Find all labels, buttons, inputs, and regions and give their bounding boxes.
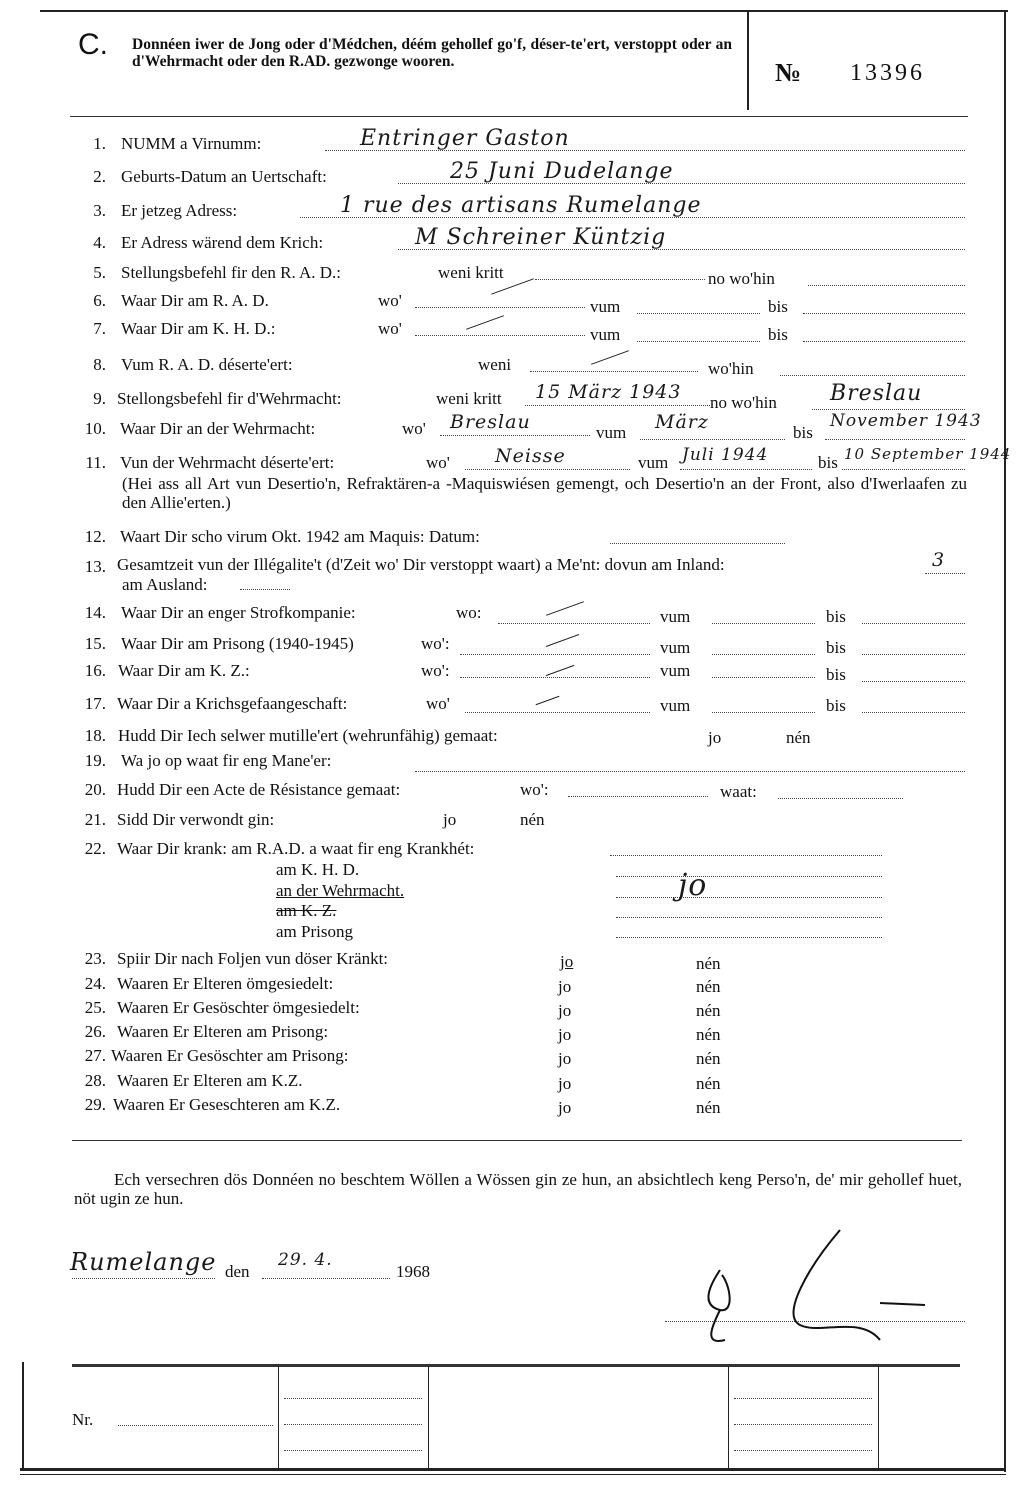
kz-from-input[interactable]: [712, 661, 815, 678]
field-label: Waar Dir krank: am R.A.D. a waat fir eng Krankhét:: [117, 839, 475, 858]
field-label: wo:: [456, 603, 482, 622]
field-label: bis: [826, 696, 846, 715]
field-label: weni kritt: [436, 389, 502, 408]
field-label: wo'hin: [708, 359, 754, 378]
prisong-to-input[interactable]: [862, 638, 965, 655]
prisong-where-input[interactable]: [460, 638, 650, 655]
table-divider: [428, 1366, 429, 1468]
khd-where-input[interactable]: [415, 319, 585, 336]
desert-where-value: Neisse: [495, 445, 566, 467]
field-label: vum: [638, 453, 669, 472]
field-number: 23.: [84, 949, 106, 968]
jo-option[interactable]: jo: [560, 952, 574, 971]
rad-where-input[interactable]: [415, 291, 585, 308]
field-label: Spiir Dir nach Foljen vun döser Kränkt:: [117, 949, 389, 968]
field-label: Er Adress wärend dem Krich:: [121, 233, 324, 252]
rad-from-input[interactable]: [637, 297, 760, 314]
inland-months-value: 3: [932, 549, 946, 571]
field-number: 17.: [84, 694, 106, 713]
rad-desert-date-input[interactable]: [530, 355, 698, 372]
frame-bottom-border: [20, 1468, 1006, 1471]
field-11-row: [0, 445, 1024, 475]
jo-option[interactable]: jo: [558, 1074, 572, 1093]
nen-option[interactable]: nén: [696, 1025, 721, 1044]
jo-option[interactable]: jo: [708, 728, 722, 747]
field-label: Waar Dir an enger Strofkompanie:: [121, 603, 356, 622]
field-label: weni kritt: [438, 263, 504, 282]
field-label: bis: [768, 325, 788, 344]
field-14-row: [0, 603, 1024, 625]
nr-input[interactable]: [118, 1425, 273, 1426]
declaration-text: Ech versechren dös Donnéen no beschtem Wöllen a Wössen gin ze hun, an absichtlech keng Perso'n, de' mir gehollef huet, nöt ugin ze hun.: [74, 1170, 962, 1208]
intro-text: Donnéen iwer de Jong oder d'Médchen, déém gehollef go'f, déser-te'ert, verstoppt oder an d'Wehrmacht oder den R.AD. gezwonge wooren.: [132, 36, 732, 70]
number-sign: №: [775, 58, 802, 87]
sub-label: an der Wehrmacht.: [276, 880, 405, 900]
field-label: wo': [426, 694, 450, 713]
pow-where-input[interactable]: [465, 696, 650, 713]
illness-prisong-input[interactable]: [616, 921, 882, 938]
wehrmacht-order-date-value: 15 März 1943: [535, 381, 682, 403]
date-value: 29. 4.: [278, 1250, 333, 1270]
field-17-row: [0, 694, 1024, 716]
field-number: 28.: [84, 1071, 106, 1090]
table-line: [284, 1450, 422, 1451]
field-label: bis: [826, 638, 846, 657]
field-28-row: [0, 1071, 1024, 1093]
field-25-row: [0, 998, 1024, 1020]
desert-from-value: Juli 1944: [682, 445, 769, 465]
field-label: Waaren Er Gesöschter ömgesiedelt:: [117, 998, 360, 1017]
desertion-note: (Hei ass all Art vun Desertio'n, Refraktären-a -Maquiswiésen gemengt, och Desertio'n an der Front, also d'Iwerlaafen zu den Allie'erten.): [122, 474, 967, 512]
wehrmacht-where-value: Breslau: [450, 411, 531, 433]
field-label: Vun der Wehrmacht déserte'ert:: [120, 453, 335, 472]
strofkompanie-where-input[interactable]: [498, 607, 650, 624]
field-number: 9.: [93, 389, 106, 408]
resistance-what-input[interactable]: [778, 782, 903, 799]
illness-rad-input[interactable]: [610, 839, 882, 856]
pow-from-input[interactable]: [712, 696, 815, 713]
field-label: vum: [590, 325, 621, 344]
frame-bottom-border-thin: [20, 1474, 1006, 1475]
field-27-row: [0, 1046, 1024, 1068]
field-label: Waar Dir an der Wehrmacht:: [120, 419, 316, 438]
place-value: Rumelange: [70, 1248, 217, 1276]
field-6-row: [0, 291, 1024, 316]
field-number: 29.: [84, 1095, 106, 1114]
field-number: 16.: [84, 661, 106, 680]
section-rule: [72, 1140, 962, 1141]
field-label: Waart Dir scho virum Okt. 1942 am Maquis: Datum:: [120, 527, 480, 546]
table-line: [284, 1424, 422, 1425]
field-number: 3.: [93, 201, 106, 220]
field-label: wo':: [520, 780, 549, 799]
field-12-row: [0, 527, 1024, 549]
field-label: vum: [590, 297, 621, 316]
ausland-months-input[interactable]: [240, 573, 290, 590]
field-number: 13.: [84, 557, 106, 576]
field-label: Er jetzeg Adress:: [121, 201, 238, 220]
field-29-row: [0, 1095, 1024, 1117]
field-number: 4.: [93, 233, 106, 252]
field-label: Sidd Dir verwondt gin:: [117, 810, 275, 829]
manner-input[interactable]: [415, 755, 965, 772]
field-label: vum: [660, 661, 691, 680]
field-label: Geburts-Datum an Uertschaft:: [121, 167, 327, 186]
illness-wehrmacht-input[interactable]: [616, 881, 882, 898]
illness-khd-input[interactable]: [616, 860, 882, 877]
field-label: vum: [660, 638, 691, 657]
khd-from-input[interactable]: [637, 325, 760, 342]
field-label: wo':: [421, 661, 450, 680]
sub-label: am K. Z.: [276, 901, 337, 920]
field-label: Gesamtzeit vun der Illégalite't (d'Zeit wo' Dir verstoppt waart) a Me'nt: dovun am Inland:: [117, 555, 725, 574]
field-number: 10.: [84, 419, 106, 438]
form-number: 13396: [850, 60, 925, 86]
field-2-row: [0, 159, 1024, 189]
field-9-row: [0, 381, 1024, 412]
rad-order-date-input[interactable]: [535, 263, 705, 280]
jo-option[interactable]: jo: [558, 1025, 572, 1044]
field-number: 26.: [84, 1022, 106, 1041]
field-number: 21.: [84, 810, 106, 829]
frame-top-border: [40, 10, 1008, 12]
resistance-where-input[interactable]: [568, 780, 708, 797]
year-label: 1968: [396, 1262, 430, 1281]
field-20-row: [0, 780, 1024, 802]
field-label: Waar Dir am Prisong (1940-1945): [121, 634, 354, 653]
field-number: 27.: [84, 1046, 106, 1065]
field-label: Wa jo op waat fir eng Mane'er:: [121, 751, 332, 770]
field-label: Vum R. A. D. déserte'ert:: [121, 355, 293, 374]
strofkompanie-from-input[interactable]: [712, 607, 815, 624]
nen-option[interactable]: nén: [696, 977, 721, 996]
field-label: Stellungsbefehl fir den R. A. D.:: [121, 263, 342, 282]
field-number: 24.: [84, 974, 106, 993]
field-label: bis: [826, 607, 846, 626]
field-label: Hudd Dir Iech selwer mutille'ert (wehrunfähig) gemaat:: [118, 726, 498, 745]
table-line: [284, 1398, 422, 1399]
field-number: 5.: [93, 263, 106, 282]
table-divider: [728, 1366, 729, 1468]
illness-kz-input[interactable]: [616, 901, 882, 918]
name-value: Entringer Gaston: [360, 126, 570, 151]
rad-to-input[interactable]: [803, 297, 965, 314]
table-divider: [878, 1366, 879, 1468]
header-divider: [747, 12, 749, 110]
jo-option[interactable]: jo: [558, 1098, 572, 1117]
section-letter: C.: [78, 28, 108, 61]
field-label: Waar Dir am R. A. D.: [121, 291, 269, 310]
field-label: Waar Dir am K. Z.:: [118, 661, 250, 680]
table-divider: [278, 1366, 279, 1468]
field-label: waat:: [720, 782, 757, 801]
field-number: 18.: [84, 726, 106, 745]
address-value: 1 rue des artisans Rumelange: [340, 193, 702, 218]
footer-rule: [72, 1364, 960, 1367]
nen-option[interactable]: nén: [696, 1098, 721, 1117]
table-line: [734, 1424, 872, 1425]
field-label: am Ausland:: [122, 575, 208, 594]
pow-to-input[interactable]: [862, 696, 965, 713]
jo-option[interactable]: jo: [558, 977, 572, 996]
field-7-row: [0, 319, 1024, 344]
field-23-row: [0, 949, 1024, 971]
kz-to-input[interactable]: [862, 665, 965, 682]
wehrmacht-to-value: November 1943: [830, 411, 982, 431]
header-rule: [70, 116, 968, 117]
field-number: 11.: [85, 453, 106, 472]
field-label: wo': [378, 291, 402, 310]
nen-option[interactable]: nén: [520, 810, 545, 829]
illness-sub-list: [276, 860, 404, 942]
nr-label: Nr.: [72, 1410, 94, 1429]
prisong-from-input[interactable]: [712, 638, 815, 655]
field-number: 20.: [84, 780, 106, 799]
field-number: 8.: [93, 355, 106, 374]
field-label: Waar Dir am K. H. D.:: [121, 319, 276, 338]
field-label: weni: [478, 355, 512, 374]
nen-option[interactable]: nén: [696, 954, 721, 973]
sub-label: am K. H. D.: [276, 860, 360, 879]
nen-option[interactable]: nén: [696, 1074, 721, 1093]
field-label: no wo'hin: [708, 269, 775, 288]
field-8-row: [0, 355, 1024, 377]
field-label: Hudd Dir een Acte de Résistance gemaat:: [117, 780, 401, 799]
field-label: bis: [826, 665, 846, 684]
field-18-row: [0, 726, 1024, 748]
field-19-row: [0, 751, 1024, 773]
field-label: wo':: [421, 634, 450, 653]
field-number: 6.: [93, 291, 106, 310]
frame-left-border: [22, 1362, 24, 1470]
jo-option[interactable]: jo: [443, 810, 457, 829]
strofkompanie-to-input[interactable]: [862, 607, 965, 624]
kz-where-input[interactable]: [460, 661, 650, 678]
war-address-value: M Schreiner Küntzig: [415, 225, 667, 250]
field-label: Waaren Er Geseschteren am K.Z.: [113, 1095, 341, 1114]
field-label: Waaren Er Elteren ömgesiedelt:: [117, 974, 334, 993]
field-number: 2.: [93, 167, 106, 186]
field-number: 12.: [84, 527, 106, 546]
jo-option[interactable]: jo: [558, 1049, 572, 1068]
field-label: Waar Dir a Krichsgefaangeschaft:: [117, 694, 348, 713]
maquis-date-input[interactable]: [610, 527, 785, 544]
field-number: 7.: [93, 319, 106, 338]
table-line: [734, 1450, 872, 1451]
den-label: den: [225, 1262, 250, 1281]
field-5-row: [0, 263, 1024, 288]
birth-value: 25 Juni Dudelange: [450, 159, 674, 184]
field-label: bis: [818, 453, 838, 472]
rad-order-place-input[interactable]: [808, 269, 965, 286]
field-label: bis: [793, 423, 813, 442]
field-number: 25.: [84, 998, 106, 1017]
field-22-row: [0, 839, 1024, 861]
field-13-row: [0, 549, 1024, 594]
khd-to-input[interactable]: [803, 325, 965, 342]
field-10-row: [0, 411, 1024, 442]
field-1-row: [0, 126, 1024, 156]
table-line: [734, 1398, 872, 1399]
field-24-row: [0, 974, 1024, 996]
field-label: vum: [660, 696, 691, 715]
nen-option[interactable]: nén: [696, 1001, 721, 1020]
sub-label: am Prisong: [276, 921, 353, 941]
field-label: NUMM a Virnumm:: [121, 134, 262, 153]
signature-image: [680, 1225, 940, 1355]
field-label: vum: [660, 607, 691, 626]
wehrmacht-from-value: März: [655, 411, 709, 433]
field-4-row: [0, 225, 1024, 255]
jo-option[interactable]: jo: [558, 1001, 572, 1020]
field-label: Waaren Er Elteren am K.Z.: [117, 1071, 303, 1090]
field-number: 1.: [93, 134, 106, 153]
field-label: wo': [426, 453, 450, 472]
field-15-row: [0, 634, 1024, 656]
field-3-row: [0, 193, 1024, 223]
field-label: Waaren Er Elteren am Prisong:: [117, 1022, 329, 1041]
desert-to-value: 10 September 1944: [844, 445, 1012, 463]
field-label: wo': [402, 419, 426, 438]
field-number: 14.: [84, 603, 106, 622]
field-label: vum: [596, 423, 627, 442]
field-label: no wo'hin: [710, 393, 777, 412]
wehrmacht-order-place-value: Breslau: [830, 381, 923, 406]
field-label: wo': [378, 319, 402, 338]
field-number: 22.: [84, 839, 106, 858]
field-label: Stellongsbefehl fir d'Wehrmacht:: [117, 389, 342, 408]
field-21-row: [0, 810, 1024, 832]
field-label: Waaren Er Gesöschter am Prisong:: [111, 1046, 349, 1065]
nen-option[interactable]: nén: [696, 1049, 721, 1068]
field-number: 15.: [84, 634, 106, 653]
field-16-row: [0, 661, 1024, 683]
field-label: bis: [768, 297, 788, 316]
rad-desert-place-input[interactable]: [780, 359, 965, 376]
illness-value: jo: [678, 868, 708, 903]
field-26-row: [0, 1022, 1024, 1044]
field-number: 19.: [84, 751, 106, 770]
nen-option[interactable]: nén: [786, 728, 811, 747]
